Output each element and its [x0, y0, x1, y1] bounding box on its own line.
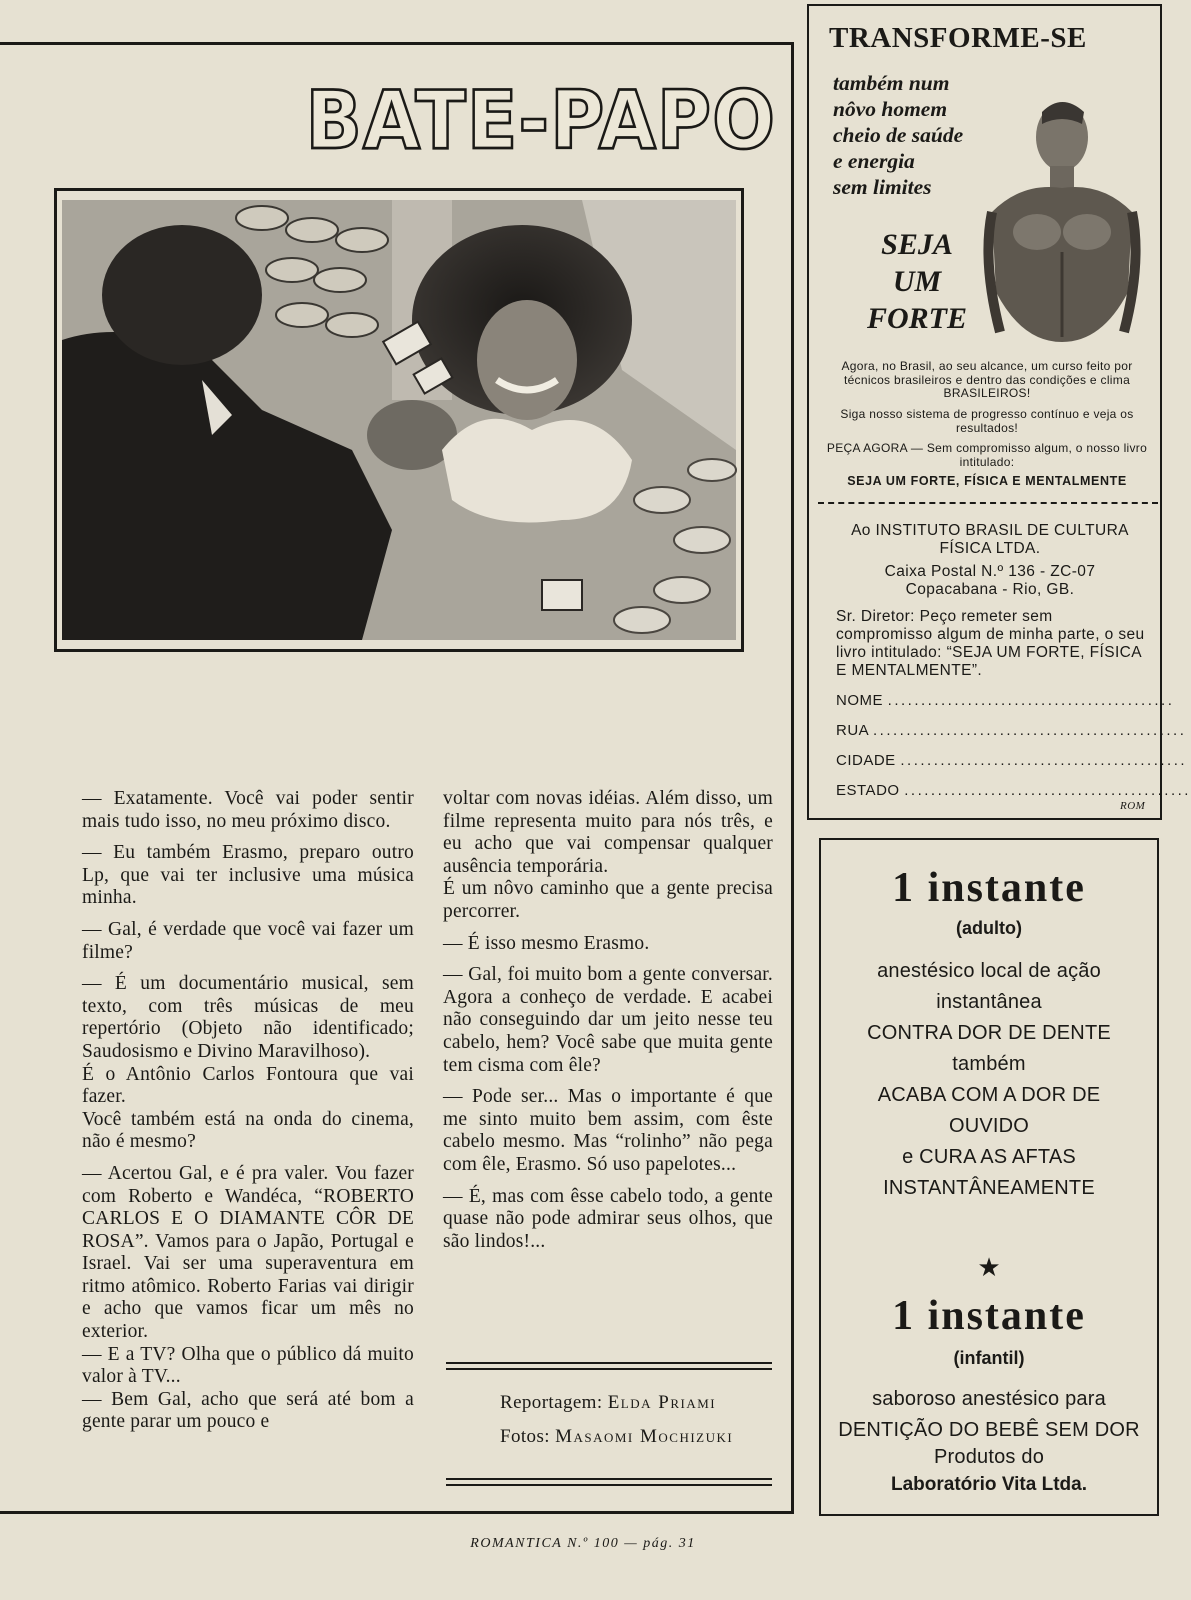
fitness-ad-slogan [852, 226, 982, 337]
fitness-ad-tagline [833, 70, 963, 200]
fitness-ad-body-3: PEÇA AGORA — Sem compromisso algum, o nosso livro intitulado: [826, 441, 1148, 469]
product-name-child: 1 instante [892, 1293, 1086, 1339]
article-paragraph: — É isso mesmo Erasmo. [443, 932, 650, 954]
bodybuilder-image [982, 92, 1142, 344]
coupon-field-cidade[interactable]: CIDADE ........................................... [836, 752, 1188, 769]
product-label-adult: (adulto) [956, 918, 1022, 938]
product-text-line: anestésico local de ação [877, 960, 1101, 982]
coupon-field-estado[interactable]: ESTADO ........................................... [836, 782, 1191, 799]
product-text-line: ACABA COM A DOR DE [877, 1084, 1101, 1106]
article-column-1 [82, 788, 414, 1434]
article-paragraph: — Gal, foi muito bom a gente conversar. Agora a conheço de verdade. E acabei não conseguindo dar um jeito nesse teu cabelo, hem? Você sabe que muita gente tem cisma com êle? [443, 964, 773, 1076]
field-label: RUA [836, 722, 869, 739]
article-column-2 [443, 788, 773, 1262]
article-paragraph: voltar com novas idéias. Além disso, um filme representa muito para nós três, e eu acho que vai compensar qualquer ausência temporária. [443, 788, 773, 877]
slogan-line: UM [892, 265, 942, 298]
tagline-line: sem limites [833, 175, 932, 199]
product-text-child [819, 1384, 1159, 1446]
product-text-line: CONTRA DOR DE DENTE [867, 1022, 1111, 1044]
article-paragraph: É o Antônio Carlos Fontoura que vai fazer. [82, 1063, 414, 1108]
article-photo [62, 200, 736, 640]
coupon-request: Sr. Diretor: Peço remeter sem compromisso algum de minha parte, o seu livro intitulado: “SEJA UM FORTE, FÍSICA E MENTALMENTE”. [836, 608, 1145, 679]
product-text-line: INSTANTÂNEAMENTE [883, 1177, 1095, 1199]
fitness-ad-book-title: SEJA UM FORTE, FÍSICA E MENTALMENTE [847, 474, 1127, 488]
article-paragraph: — Exatamente. Você vai poder sentir mais tudo isso, no meu próximo disco. [82, 788, 414, 832]
coupon-recipient: Ao INSTITUTO BRASIL DE CULTURA FÍSICA LTDA. [851, 522, 1129, 557]
article-paragraph: Você também está na onda do cinema, não é mesmo? [82, 1108, 414, 1153]
article-paragraph: — É um documentário musical, sem texto, com três músicas de meu repertório (Objeto não identificado; Saudosismo e Divino Maravilhoso). [82, 973, 414, 1062]
coupon-field-rua[interactable]: RUA ............................................... [836, 722, 1187, 739]
product-name-adult: 1 instante [892, 865, 1086, 911]
product-text-line: DENTIÇÃO DO BEBÊ SEM DOR [838, 1419, 1140, 1441]
slogan-line: SEJA [881, 228, 953, 261]
slogan-line: FORTE [866, 302, 968, 335]
product-text-adult [819, 956, 1159, 1204]
field-label: NOME [836, 692, 883, 709]
product-text-line: OUVIDO [948, 1115, 1030, 1137]
fitness-ad-body-1: Agora, no Brasil, ao seu alcance, um curso feito por técnicos brasileiros e dentro das condições e clima BRASILEIROS! [841, 359, 1133, 400]
product-label-child: (infantil) [953, 1348, 1025, 1368]
product-text-line: saboroso anestésico para [872, 1388, 1106, 1410]
credit-photo-label: Fotos: [500, 1426, 550, 1447]
tagline-line: e energia [833, 149, 915, 173]
article-paragraph: — Eu também Erasmo, preparo outro Lp, que vai ter inclusive uma música minha. [82, 842, 414, 909]
article-paragraph: — É, mas com êsse cabelo todo, a gente quase não pode admirar seus olhos, que são lindos!... [443, 1185, 773, 1252]
tagline-line: nôvo homem [833, 97, 948, 121]
credit-report [500, 1392, 716, 1414]
credit-photo [500, 1426, 733, 1448]
address-line: Caixa Postal N.º 136 - ZC-07 [884, 563, 1096, 580]
address-line: Copacabana - Rio, GB. [905, 581, 1075, 598]
credits-bottom-rule [446, 1478, 772, 1486]
tagline-line: também num [833, 71, 950, 95]
fitness-ad-mark: ROM [1120, 800, 1146, 812]
tagline-line: cheio de saúde [833, 123, 964, 147]
fitness-ad-headline: TRANSFORME-SE [829, 22, 1087, 54]
coupon-address [836, 563, 1144, 599]
fitness-ad-body-2: Siga nosso sistema de progresso contínuo e veja os resultados! [840, 407, 1134, 435]
star-icon: ★ [977, 1252, 1001, 1282]
maker-line: Produtos do [933, 1446, 1045, 1468]
article-paragraph: É um nôvo caminho que a gente precisa percorrer. [443, 878, 773, 922]
field-label: ESTADO [836, 782, 900, 799]
article-paragraph: — E a TV? Olha que o público dá muito valor à TV... [82, 1343, 414, 1388]
credit-report-name: Elda Priami [607, 1392, 717, 1413]
credits-top-rule [446, 1362, 772, 1370]
credit-photo-name: Masaomi Mochizuki [555, 1426, 734, 1447]
product-text-line: instantânea [936, 991, 1042, 1013]
product-text-line: também [952, 1053, 1026, 1075]
article-paragraph: — Bem Gal, acho que será até bom a gente parar um pouco e [82, 1388, 414, 1433]
page-folio: ROMANTICA N.º 100 — pág. 31 [470, 1536, 696, 1551]
coupon-cut-line [818, 502, 1158, 504]
field-label: CIDADE [836, 752, 896, 769]
product-text-line: e CURA AS AFTAS [902, 1146, 1076, 1168]
credit-report-label: Reportagem: [500, 1392, 603, 1413]
article-paragraph: — Acertou Gal, e é pra valer. Vou fazer com Roberto e Wandéca, “ROBERTO CARLOS E O DIAMANTE CÔR DE ROSA”. Vamos para o Japão, Portugal e Israel. Vai ser uma superaventura em ritmo atômico. Roberto Farias vai dirigir e acho que vamos ficar um mês no exterior. [82, 1162, 414, 1343]
maker-name: Laboratório Vita Ltda. [890, 1474, 1087, 1495]
article-title: BATE-PAPO [305, 74, 776, 168]
coupon-field-nome[interactable]: NOME ........................................... [836, 692, 1175, 709]
article-paragraph: — Pode ser... Mas o importante é que me sinto muito bem assim, com êste cabelo mesmo. Mas “rolinho” não pega com êle, Erasmo. Só uso papelotes... [443, 1086, 773, 1175]
article-paragraph: — Gal, é verdade que você vai fazer um filme? [82, 918, 414, 963]
